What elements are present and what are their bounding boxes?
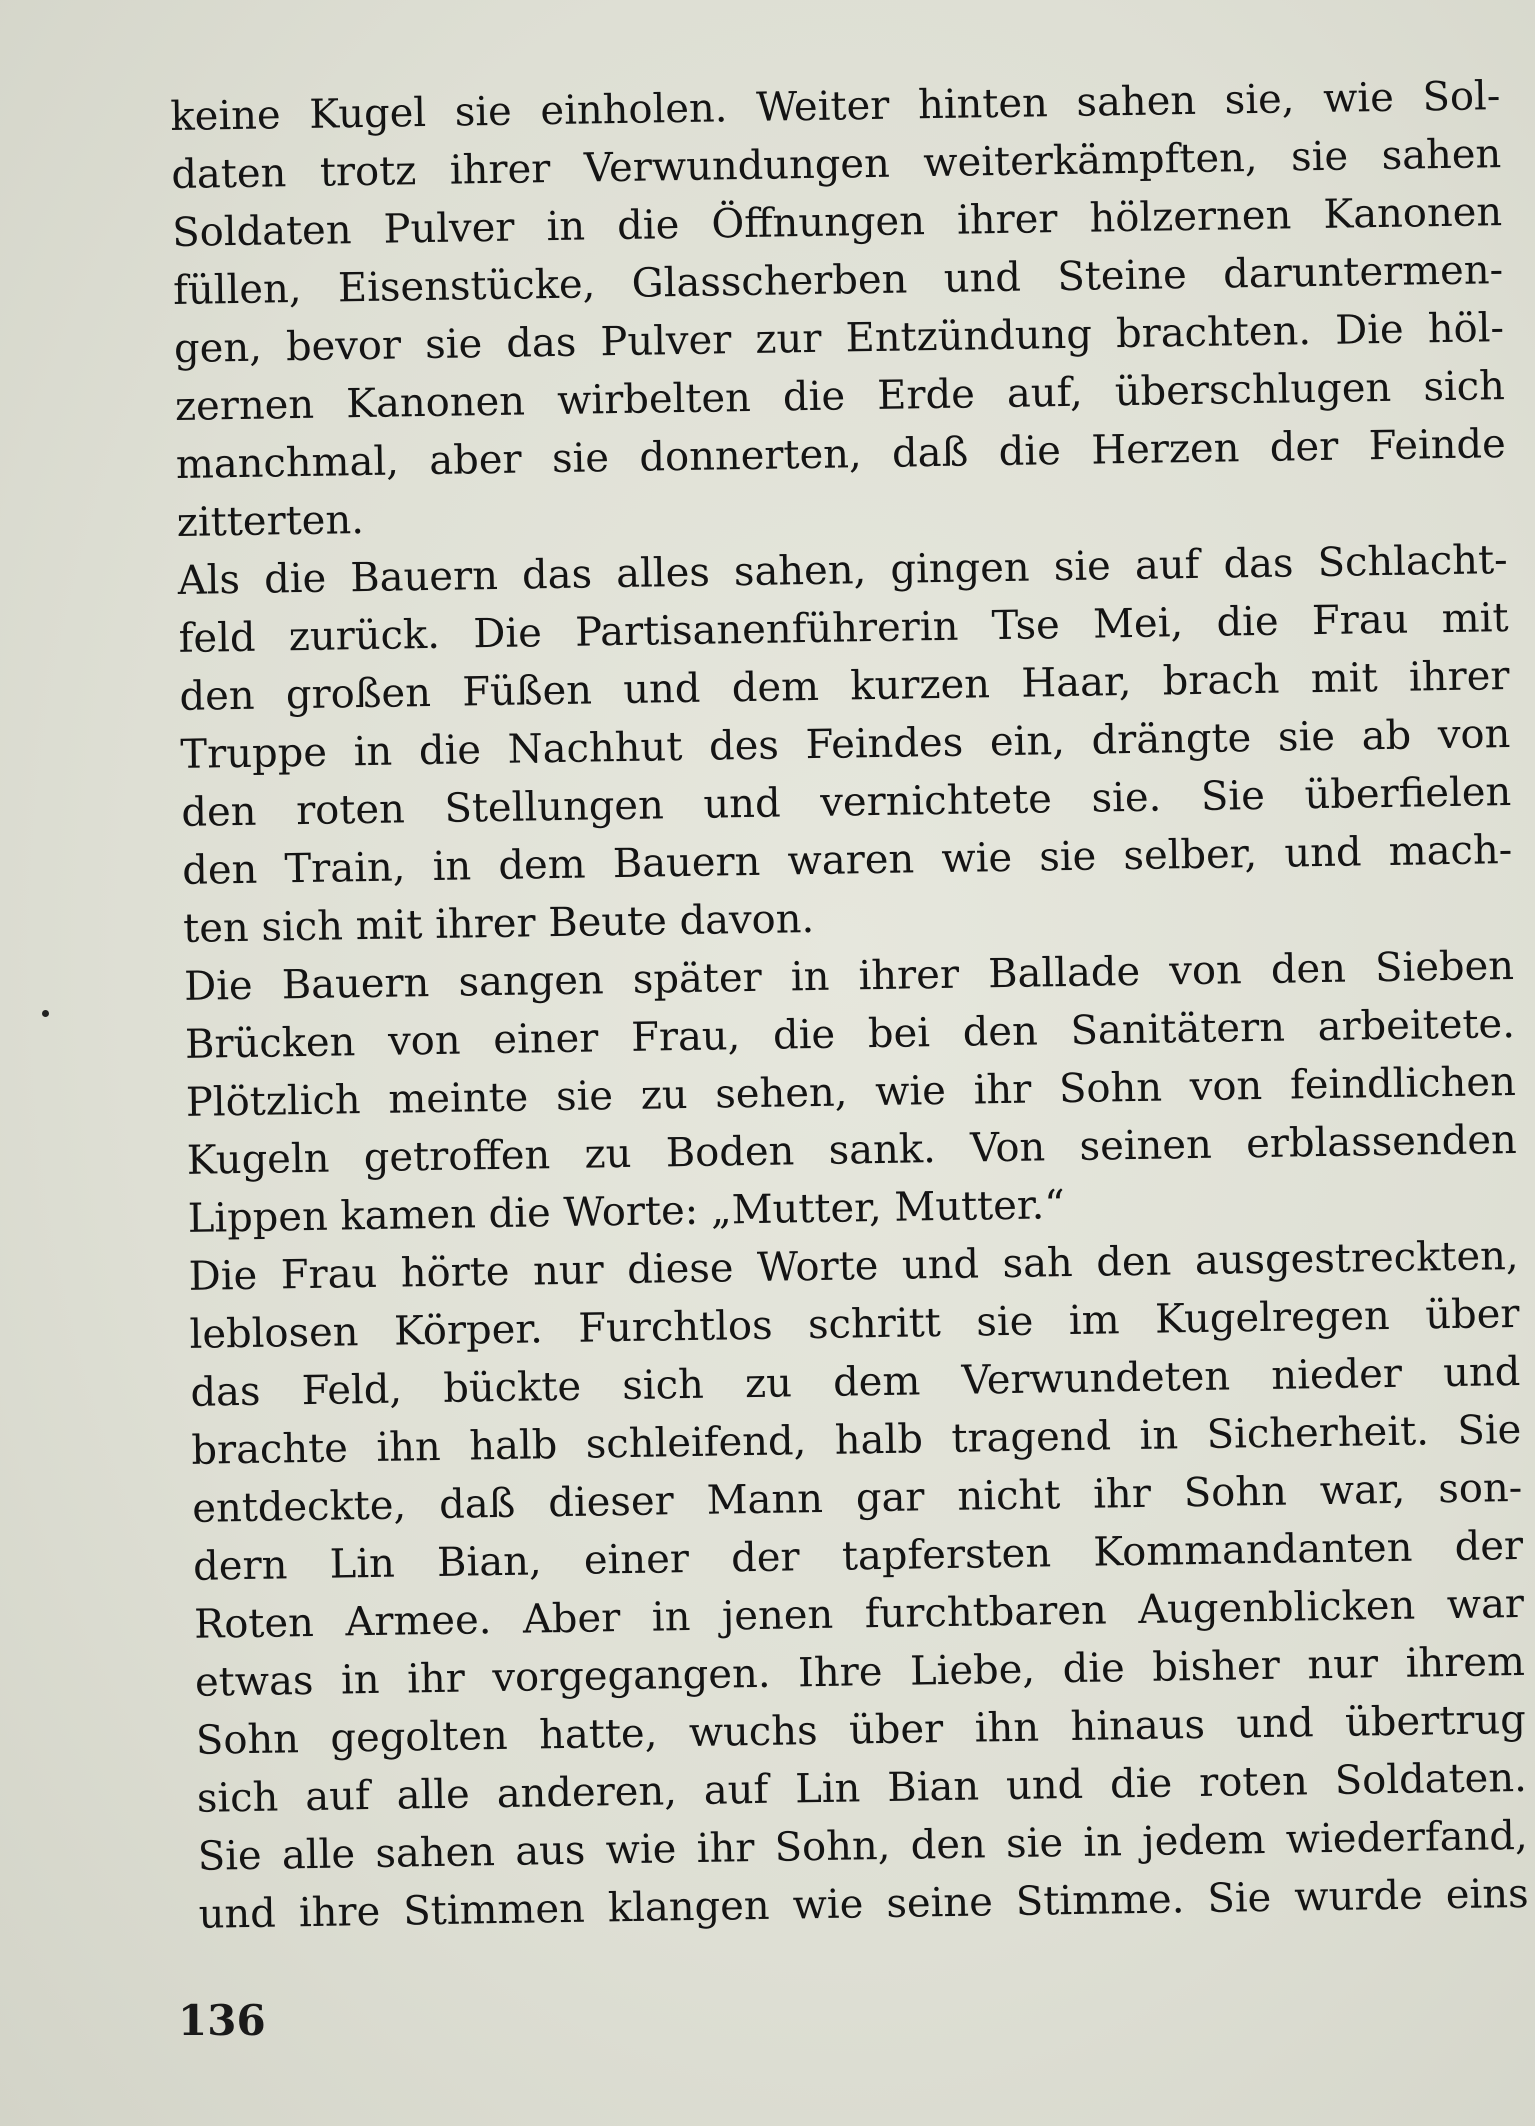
text-line: leblosen Körper. Furchtlos schritt sie im Kugelregen über xyxy=(189,1290,1520,1358)
ink-speck xyxy=(42,1010,49,1017)
text-line: ten sich mit ihrer Beute davon. xyxy=(182,895,815,952)
text-line: das Feld, bückte sich zu dem Verwundeten nieder und xyxy=(190,1348,1521,1416)
text-line: entdeckte, daß dieser Mann gar nicht ihr Sohn war, son- xyxy=(191,1464,1523,1532)
page-number: 136 xyxy=(178,1996,266,2045)
text-line: dern Lin Bian, einer der tapfersten Kommandanten der xyxy=(192,1522,1524,1590)
text-line: etwas in ihr vorgegangen. Ihre Liebe, die bisher nur ihrem xyxy=(194,1638,1526,1706)
text-line: Brücken von einer Frau, die bei den Sanitätern arbeitete. xyxy=(184,1000,1516,1068)
text-line: Sie alle sahen aus wie ihr Sohn, den sie in jedem wiederfand, xyxy=(197,1812,1528,1880)
text-line: brachte ihn halb schleifend, halb tragend in Sicherheit. Sie xyxy=(191,1406,1522,1474)
text-line: Die Bauern sangen später in ihrer Ballade von den Sieben xyxy=(183,943,1515,1010)
paragraph-3 xyxy=(184,937,1518,1248)
text-line: feld zurück. Die Partisanenführerin Tse Mei, die Frau mit xyxy=(178,595,1509,662)
text-line: Truppe in die Nachhut des Feindes ein, drängte sie ab von xyxy=(180,711,1511,778)
text-line: zernen Kanonen wirbelten die Erde auf, überschlugen sich xyxy=(174,363,1506,430)
text-line: den Train, in dem Bauern waren wie sie selber, und mach- xyxy=(181,827,1513,894)
text-line: füllen, Eisenstücke, Glasscherben und Steine daruntermen- xyxy=(172,247,1504,314)
text-line: sich auf alle anderen, auf Lin Bian und die roten Soldaten. xyxy=(196,1754,1528,1822)
text-line: den roten Stellungen und vernichtete sie. Sie überfielen xyxy=(181,769,1512,836)
text-line: Lippen kamen die Worte: „Mutter, Mutter.“ xyxy=(187,1182,1066,1242)
text-line: manchmal, aber sie donnerten, daß die Herzen der Feinde xyxy=(175,421,1507,488)
text-line: keine Kugel sie einholen. Weiter hinten sahen sie, wie Sol- xyxy=(170,73,1501,140)
text-line: Roten Armee. Aber in jenen furchtbaren Augenblicken war xyxy=(193,1580,1525,1648)
text-line: Die Frau hörte nur diese Worte und sah den ausgestreckten, xyxy=(188,1232,1519,1300)
text-line: Sohn gegolten hatte, wuchs über ihn hinaus und übertrug xyxy=(195,1696,1527,1764)
paragraph-4 xyxy=(188,1227,1529,1944)
text-line: Als die Bauern das alles sahen, gingen sie auf das Schlacht- xyxy=(177,537,1508,604)
paragraph-2 xyxy=(177,531,1513,958)
text-line: Plötzlich meinte sie zu sehen, wie ihr Sohn von feindlichen xyxy=(185,1058,1517,1126)
text-line: daten trotz ihrer Verwundungen weiterkämpften, sie sahen xyxy=(171,131,1502,198)
text-line: Soldaten Pulver in die Öffnungen ihrer hölzernen Kanonen xyxy=(171,189,1503,256)
text-line: zitterten. xyxy=(176,497,365,546)
text-line: gen, bevor sie das Pulver zur Entzündung brachten. Die höl- xyxy=(173,305,1505,372)
body-text xyxy=(170,67,1529,1944)
paragraph-1 xyxy=(170,67,1507,552)
text-line: den großen Füßen und dem kurzen Haar, brach mit ihrer xyxy=(179,653,1510,720)
text-line: Kugeln getroffen zu Boden sank. Von seinen erblassenden xyxy=(186,1116,1518,1184)
text-line: und ihre Stimmen klangen wie seine Stimme. Sie wurde eins xyxy=(198,1870,1529,1938)
